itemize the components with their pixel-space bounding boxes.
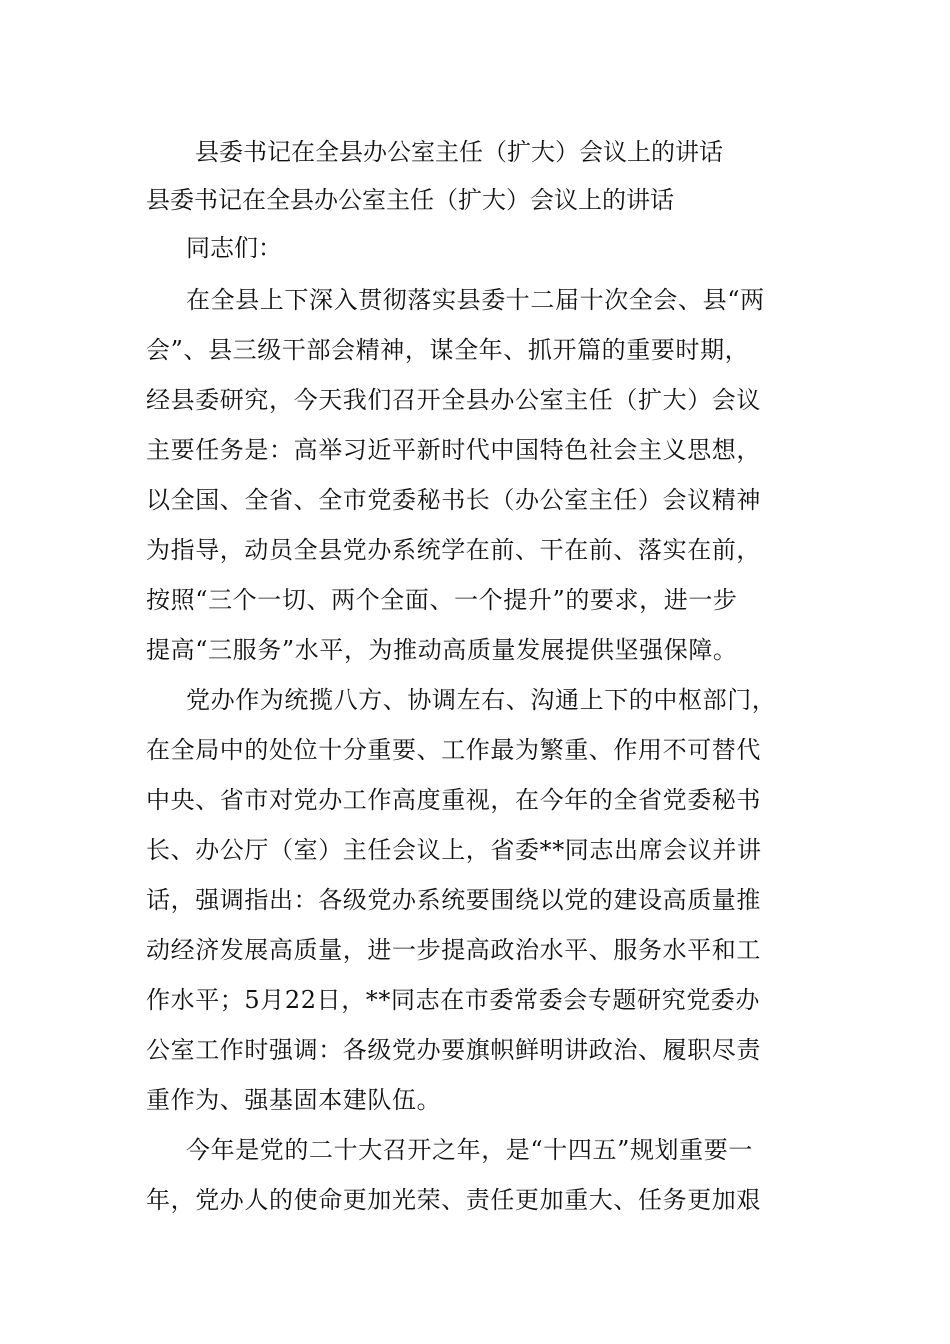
- paragraph-line: 党办作为统揽八方、协调左右、沟通上下的中枢部门，: [186, 686, 777, 714]
- paragraph-line: 动经济发展高质量，进一步提高政治水平、服务水平和工: [146, 936, 761, 964]
- paragraph-line: 主要任务是：高举习近平新时代中国特色社会主义思想，: [146, 436, 761, 464]
- salutation: 同志们：: [186, 234, 282, 262]
- paragraph-line: 公室工作时强调：各级党办要旗帜鲜明讲政治、履职尽责: [146, 1036, 761, 1064]
- paragraph-line: 在全局中的处位十分重要、工作最为繁重、作用不可替代: [146, 736, 761, 764]
- paragraph-line: 作水平；5月22日，**同志在市委常委会专题研究党委办: [146, 986, 761, 1014]
- paragraph-line: 经县委研究，今天我们召开全县办公室主任（扩大）会议: [146, 386, 761, 414]
- paragraph-line: 年，党办人的使命更加光荣、责任更加重大、任务更加艰: [146, 1186, 761, 1214]
- paragraph-line: 在全县上下深入贯彻落实县委十二届十次全会、县“两: [186, 286, 765, 314]
- paragraph-line: 长、办公厅（室）主任会议上，省委**同志出席会议并讲: [146, 836, 762, 864]
- paragraph-line: 为指导，动员全县党办系统学在前、干在前、落实在前，: [146, 536, 761, 564]
- paragraph-line: 重作为、强基固本建队伍。: [146, 1086, 442, 1114]
- paragraph-line: 会”、县三级干部会精神，谋全年、抓开篇的重要时期，: [146, 336, 750, 364]
- paragraph-line: 提高“三服务”水平，为推动高质量发展提供坚强保障。: [146, 636, 738, 664]
- paragraph-line: 中央、省市对党办工作高度重视，在今年的全省党委秘书: [146, 786, 761, 814]
- paragraph-line: 话，强调指出：各级党办系统要围绕以党的建设高质量推: [146, 886, 761, 914]
- paragraph-line: 以全国、全省、全市党委秘书长（办公室主任）会议精神: [146, 486, 761, 514]
- document-title: 县委书记在全县办公室主任（扩大）会议上的讲话: [195, 138, 723, 166]
- paragraph-line: 按照“三个一切、两个全面、一个提升”的要求，进一步: [146, 586, 738, 614]
- document-subtitle: 县委书记在全县办公室主任（扩大）会议上的讲话: [146, 186, 674, 214]
- paragraph-line: 今年是党的二十大召开之年，是“十四五”规划重要一: [186, 1136, 753, 1164]
